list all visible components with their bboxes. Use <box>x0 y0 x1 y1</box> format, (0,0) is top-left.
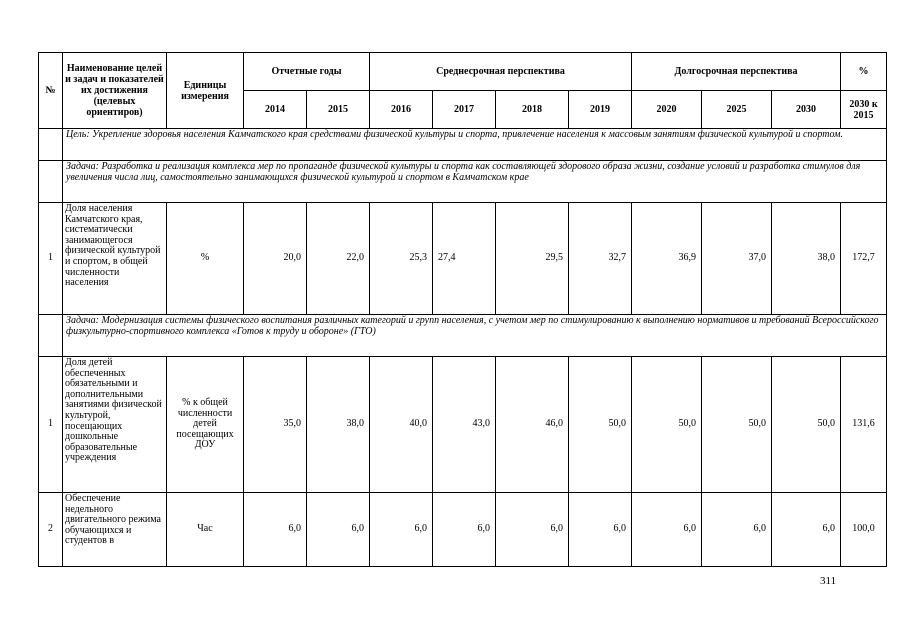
row-number: 1 <box>39 203 63 315</box>
value-cell: 32,7 <box>569 203 632 315</box>
page-number: 311 <box>820 575 837 587</box>
indicator-unit: % к общей численности детей посещающих ДОУ <box>167 357 244 493</box>
value-cell: 37,0 <box>702 203 772 315</box>
header-percent-ratio: 2030 к 2015 <box>841 91 887 129</box>
indicator-name: Обеспечение недельного двигательного режима обучающихся и студентов в <box>63 493 167 567</box>
indicator-name: Доля населения Камчатского края, систематически занимающегося физической культурой и спортом, в общей численности населения <box>63 203 167 315</box>
goal-text: Цель: Укрепление здоровья населения Камчатского края средствами физической культуры и спорта, привлечение населения к массовым занятиям физической культурой и спортом. <box>63 129 887 161</box>
value-cell: 6,0 <box>702 493 772 567</box>
header-year: 2025 <box>702 91 772 129</box>
row-number: 2 <box>39 493 63 567</box>
value-cell: 36,9 <box>632 203 702 315</box>
value-cell: 50,0 <box>569 357 632 493</box>
value-cell: 6,0 <box>632 493 702 567</box>
indicator-unit: Час <box>167 493 244 567</box>
empty-cell <box>39 129 63 161</box>
indicator-name: Доля детей обеспеченных обязательными и дополнительными занятиями физической культурой, посещающих дошкольные образовательные учреждения <box>63 357 167 493</box>
value-cell: 6,0 <box>244 493 307 567</box>
value-cell: 27,4 <box>433 203 496 315</box>
value-cell: 38,0 <box>772 203 841 315</box>
value-cell: 22,0 <box>307 203 370 315</box>
header-medium-term: Среднесрочная перспектива <box>370 53 632 91</box>
row-number: 1 <box>39 357 63 493</box>
header-unit: Единицы измерения <box>167 53 244 129</box>
value-cell: 6,0 <box>370 493 433 567</box>
header-year: 2014 <box>244 91 307 129</box>
value-cell: 20,0 <box>244 203 307 315</box>
value-cell: 25,3 <box>370 203 433 315</box>
value-cell: 35,0 <box>244 357 307 493</box>
percent-cell: 100,0 <box>841 493 887 567</box>
value-cell: 40,0 <box>370 357 433 493</box>
header-year: 2019 <box>569 91 632 129</box>
header-year: 2030 <box>772 91 841 129</box>
task-text: Задача: Модернизация системы физического воспитания различных категорий и групп населения, с учетом мер по стимулированию к выполнению нормативов и требований Всероссийского физкультурно-спортивного комплекса «Готов к труду и обороне» (ГТО) <box>63 315 887 357</box>
header-percent: % <box>841 53 887 91</box>
header-number: № <box>39 53 63 129</box>
value-cell: 6,0 <box>772 493 841 567</box>
indicator-table-page <box>38 52 886 567</box>
value-cell: 46,0 <box>496 357 569 493</box>
header-year: 2018 <box>496 91 569 129</box>
value-cell: 29,5 <box>496 203 569 315</box>
value-cell: 50,0 <box>702 357 772 493</box>
header-year: 2017 <box>433 91 496 129</box>
value-cell: 50,0 <box>772 357 841 493</box>
empty-cell <box>39 315 63 357</box>
value-cell: 6,0 <box>496 493 569 567</box>
value-cell: 6,0 <box>569 493 632 567</box>
table-row <box>39 493 887 567</box>
header-year: 2020 <box>632 91 702 129</box>
header-year: 2015 <box>307 91 370 129</box>
percent-cell: 172,7 <box>841 203 887 315</box>
percent-cell: 131,6 <box>841 357 887 493</box>
indicator-table <box>38 52 887 567</box>
task-text: Задача: Разработка и реализация комплекса мер по пропаганде физической культуры и спорта как составляющей здорового образа жизни, создание условий и разработка стимулов для увеличения числа лиц, самостоятельно занимающихся физической культурой и спортом в Камчатском крае <box>63 161 887 203</box>
header-long-term: Долгосрочная перспектива <box>632 53 841 91</box>
table-row <box>39 203 887 315</box>
header-year: 2016 <box>370 91 433 129</box>
header-name: Наименование целей и задач и показателей их достижения (целевых ориентиров) <box>63 53 167 129</box>
empty-cell <box>39 161 63 203</box>
value-cell: 50,0 <box>632 357 702 493</box>
table-row <box>39 357 887 493</box>
value-cell: 6,0 <box>307 493 370 567</box>
value-cell: 43,0 <box>433 357 496 493</box>
value-cell: 6,0 <box>433 493 496 567</box>
value-cell: 38,0 <box>307 357 370 493</box>
indicator-unit: % <box>167 203 244 315</box>
header-reported-years: Отчетные годы <box>244 53 370 91</box>
